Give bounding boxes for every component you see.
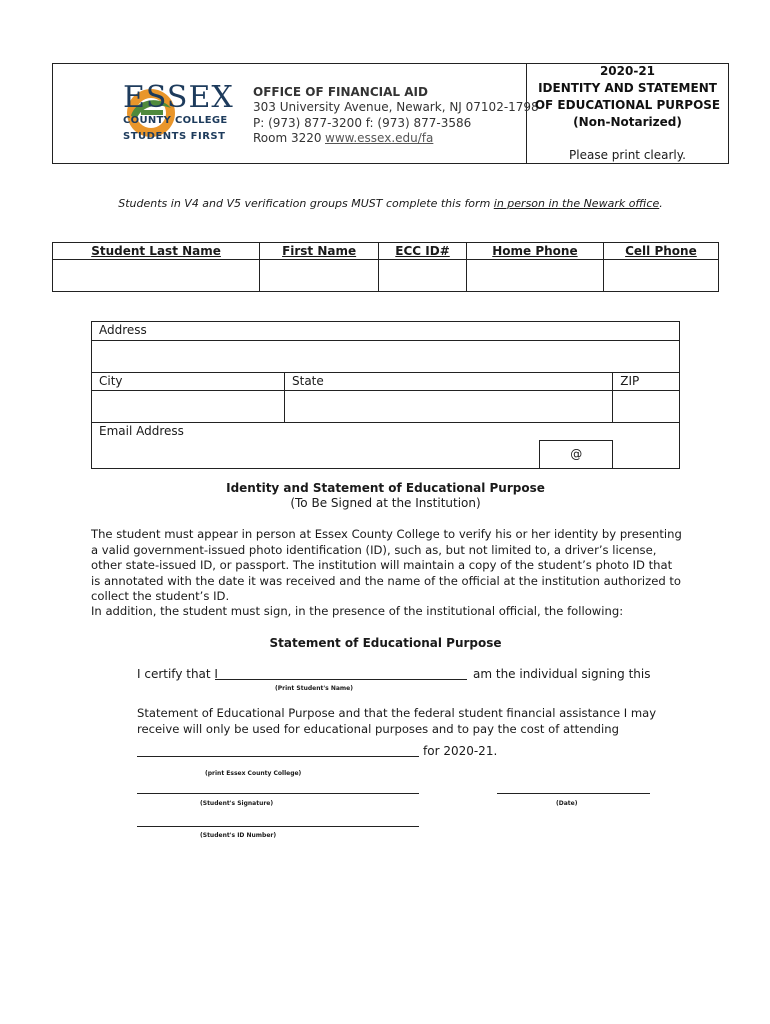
- student-id-label: (Student's ID Number): [200, 832, 277, 839]
- logo-wordmark: ESSEX: [123, 80, 234, 115]
- office-address: 303 University Avenue, Newark, NJ 07102-1798: [253, 100, 539, 114]
- col-last-name: Student Last Name: [53, 243, 260, 260]
- home-phone-field[interactable]: [466, 260, 603, 292]
- college-label: (print Essex County College): [205, 770, 302, 777]
- date-line[interactable]: [497, 793, 650, 794]
- date-label: (Date): [556, 800, 578, 807]
- at-symbol: @: [540, 440, 613, 469]
- office-room: Room 3220: [253, 131, 322, 145]
- email-user-field[interactable]: [92, 440, 540, 469]
- last-name-field[interactable]: [53, 260, 260, 292]
- form-title-line3: (Non-Notarized): [573, 115, 682, 129]
- print-name-label: (Print Student's Name): [275, 685, 353, 692]
- student-name-line[interactable]: [215, 679, 467, 680]
- form-title-line2: OF EDUCATIONAL PURPOSE: [534, 98, 721, 112]
- office-website-link[interactable]: www.essex.edu/fa: [325, 131, 434, 145]
- form-year: 2020-21: [599, 64, 656, 78]
- cell-phone-field[interactable]: [603, 260, 718, 292]
- certify-suffix: am the individual signing this: [473, 667, 651, 681]
- section-title-statement: Statement of Educational Purpose: [269, 636, 502, 650]
- first-name-field[interactable]: [260, 260, 379, 292]
- col-cell-phone: Cell Phone: [603, 243, 718, 260]
- address-table: [91, 321, 680, 469]
- zip-label: ZIP: [613, 373, 680, 391]
- student-info-table: [52, 242, 719, 292]
- year-suffix: for 2020-21.: [423, 744, 498, 758]
- notice-underlined: in person in the Newark office: [493, 197, 660, 210]
- section-subtitle: (To Be Signed at the Institution): [290, 496, 481, 510]
- ecc-id-field[interactable]: [379, 260, 467, 292]
- logo-subtitle: COUNTY COLLEGE: [123, 115, 228, 126]
- col-home-phone: Home Phone: [466, 243, 603, 260]
- logo-tagline: STUDENTS FIRST: [123, 131, 226, 142]
- address-label: Address: [92, 322, 680, 341]
- form-title-line1: IDENTITY AND STATEMENT: [538, 81, 717, 95]
- statement-paragraph: Statement of Educational Purpose and that the federal student financial assistance I may receive will only be used for educational purposes and to pay the cost of attending: [137, 706, 657, 736]
- zip-field[interactable]: [613, 391, 680, 423]
- college-name-line[interactable]: [137, 756, 419, 757]
- email-label: Email Address: [92, 423, 540, 441]
- sign-instruction: In addition, the student must sign, in the presence of the institutional official, the following:: [91, 604, 624, 618]
- print-clearly-note: Please print clearly.: [569, 148, 686, 162]
- city-field[interactable]: [92, 391, 285, 423]
- identity-paragraph: The student must appear in person at Essex County College to verify his or her identity by presenting a valid government-issued photo identification (ID), such as, but not limited to, a driver’s license, other state-issued ID, or passport. The institution will maintain a copy of the student’s photo ID that is annotated with the date it was received and the name of the official at the institution authorized to collect the student’s ID.: [91, 527, 682, 603]
- certify-prefix: I certify that I: [137, 667, 218, 681]
- signature-line[interactable]: [137, 793, 419, 794]
- city-label: City: [92, 373, 285, 391]
- state-field[interactable]: [285, 391, 613, 423]
- office-phone: P: (973) 877-3200 f: (973) 877-3586: [253, 116, 472, 130]
- signature-label: (Student's Signature): [200, 800, 274, 807]
- state-label: State: [285, 373, 613, 391]
- col-first-name: First Name: [260, 243, 379, 260]
- address-field[interactable]: [92, 341, 680, 373]
- student-id-line[interactable]: [137, 826, 419, 827]
- office-title: OFFICE OF FINANCIAL AID: [253, 85, 428, 99]
- section-title-identity: Identity and Statement of Educational Purpose: [226, 481, 545, 495]
- verification-notice: Students in V4 and V5 verification groups MUST complete this form in person in the Newark office.: [118, 197, 663, 210]
- col-ecc-id: ECC ID#: [379, 243, 467, 260]
- email-domain-field[interactable]: [613, 440, 680, 469]
